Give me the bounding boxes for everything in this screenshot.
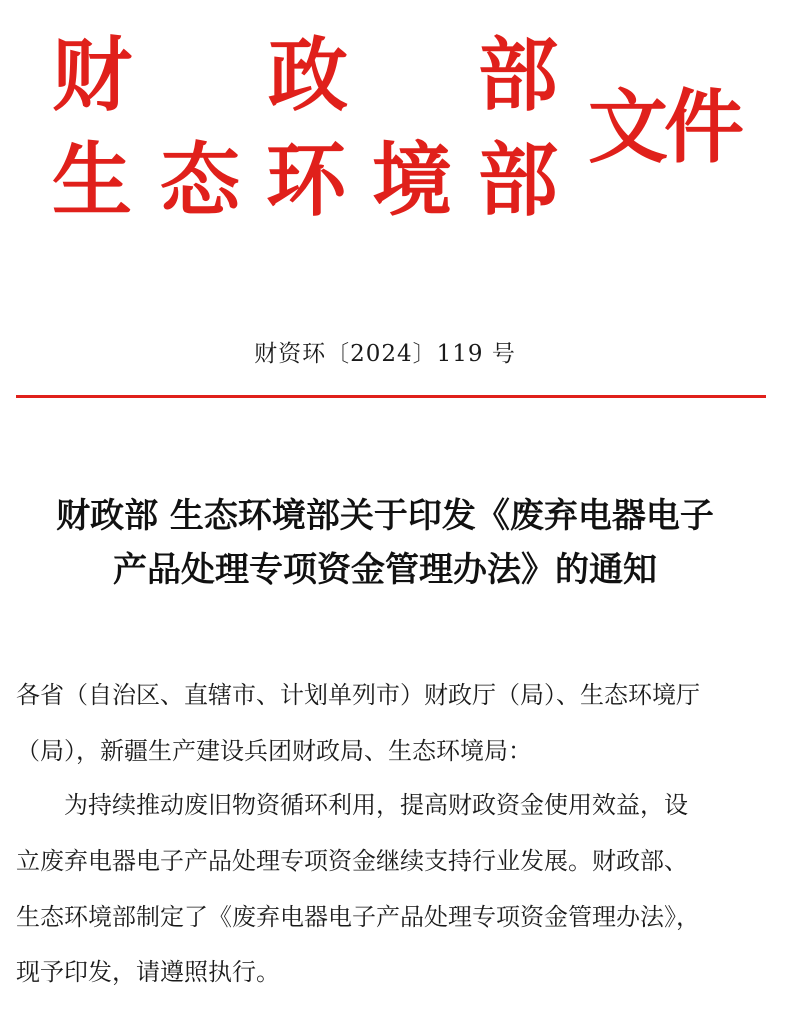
issuer-char: 部 (478, 133, 558, 227)
issuer-char: 部 (478, 28, 558, 122)
header-divider (16, 395, 766, 398)
body-line: （局），新疆生产建设兵团财政局、生态环境局： (16, 737, 532, 765)
document-title-line-1: 财政部 生态环境部关于印发《废弃电器电子 (56, 496, 714, 536)
document-title-line-2: 产品处理专项资金管理办法》的通知 (113, 550, 657, 590)
body-line: 立废弃电器电子产品处理专项资金继续支持行业发展。财政部、 (16, 847, 688, 875)
document-suffix: 文件 (588, 80, 740, 174)
body-line: 生态环境部制定了《废弃电器电子产品处理专项资金管理办法》， (16, 903, 700, 931)
issuer-char: 财 (52, 28, 132, 122)
issuer-char: 政 (268, 28, 348, 122)
issuer-char: 境 (372, 133, 452, 227)
body-line: 为持续推动废旧物资循环利用，提高财政资金使用效益，设 (16, 791, 688, 819)
body-line: 各省（自治区、直辖市、计划单列市）财政厅（局）、生态环境厅 (16, 681, 700, 709)
issuer-char: 环 (266, 133, 346, 227)
document-number: 财资环〔2024〕119 号 (254, 341, 516, 367)
issuer-char: 态 (160, 133, 240, 227)
issuer-char: 生 (52, 133, 132, 227)
body-line: 现予印发，请遵照执行。 (16, 958, 280, 986)
